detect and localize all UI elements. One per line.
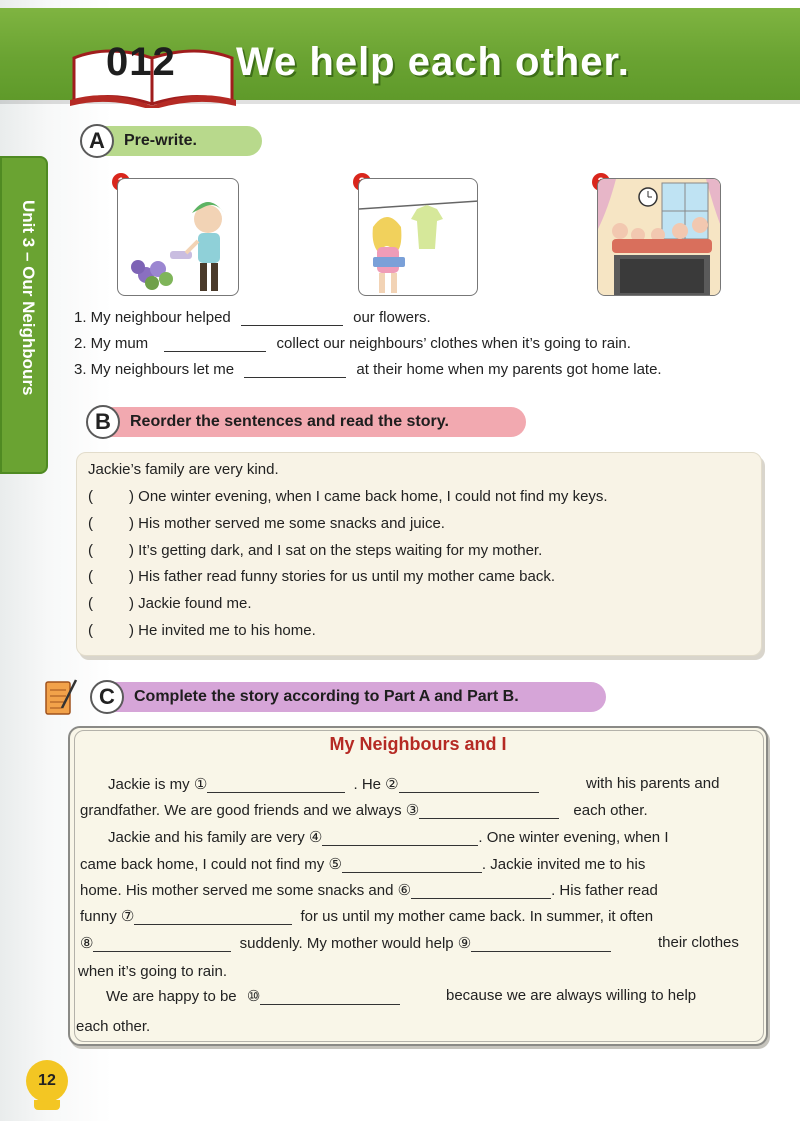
reorder-item-text: Jackie found me. <box>138 595 252 612</box>
story-text: . His father read <box>551 882 658 899</box>
blank-marker-3: ③ <box>405 801 420 819</box>
story-text: . One winter evening, when I <box>478 829 669 846</box>
reorder-item-text: His mother served me some snacks and juice. <box>138 515 445 532</box>
story-line-2 <box>80 801 648 819</box>
blank-marker-6: ⑥ <box>397 881 412 899</box>
section-b-letter: B <box>86 405 120 439</box>
story-text: Jackie is my <box>108 776 190 793</box>
reorder-item-text: It’s getting dark, and I sat on the steps waiting for my mother. <box>138 542 543 559</box>
blank-marker-4: ④ <box>308 828 323 846</box>
woman-collecting-clothes-illustration <box>359 179 478 296</box>
reorder-item <box>88 622 316 639</box>
pre-write-sentence-1 <box>74 309 431 326</box>
story-text: home. His mother served me some snacks and <box>80 882 394 899</box>
blank-marker-2: ② <box>385 775 399 793</box>
sentence-1-end: our flowers. <box>353 309 431 326</box>
story-blank-8[interactable] <box>93 936 231 952</box>
sentence-1-start: 1. My neighbour helped <box>74 309 231 326</box>
page-title: We help each other. <box>236 40 630 84</box>
picture-woman-collecting-clothes <box>358 178 478 296</box>
sentence-3-start: 3. My neighbours let me <box>74 361 235 378</box>
story-line-9 <box>106 987 400 1005</box>
section-b-header <box>90 407 526 437</box>
reorder-item-text: He invited me to his home. <box>138 622 316 639</box>
order-close-paren: ) <box>129 595 134 612</box>
story-text: . Jackie invited me to his <box>481 856 646 873</box>
order-open-paren: ( <box>88 568 93 585</box>
reorder-item <box>88 488 608 505</box>
reorder-item-text: His father read funny stories for us until my mother came back. <box>138 568 556 585</box>
story-line-1 <box>108 775 539 793</box>
picture-boy-watering-flowers <box>117 178 239 296</box>
sentence-2-end: collect our neighbours’ clothes when it’s going to rain. <box>276 335 631 352</box>
unit-side-tab-label: Unit 3 – Our Neighbours <box>19 200 38 396</box>
order-close-paren: ) <box>129 568 134 585</box>
sentence-3-end: at their home when my parents got home late. <box>356 361 662 378</box>
family-watching-tv-illustration <box>598 179 721 296</box>
order-open-paren: ( <box>88 542 93 559</box>
blank-marker-5: ⑤ <box>328 855 342 873</box>
boy-watering-flowers-illustration <box>118 179 239 296</box>
order-close-paren: ) <box>129 515 134 532</box>
blank-marker-7: ⑦ <box>120 907 135 925</box>
page-number: 12 <box>26 1060 68 1102</box>
story-title: My Neighbours and I <box>329 734 507 754</box>
story-blank-1[interactable] <box>207 777 345 793</box>
sentence-2-start: 2. My mum <box>74 335 149 352</box>
section-c-header <box>94 682 606 712</box>
section-a-title: Pre-write. <box>124 132 197 149</box>
story-text: their clothes <box>658 934 739 951</box>
story-text: . He <box>353 776 381 793</box>
story-text: with his parents and <box>586 775 720 792</box>
order-close-paren: ) <box>129 622 134 639</box>
story-text: We are happy to be <box>106 988 237 1005</box>
reorder-item <box>88 515 445 532</box>
order-open-paren: ( <box>88 622 93 639</box>
story-line-4 <box>80 855 645 873</box>
story-blank-2[interactable] <box>399 777 539 793</box>
story-intro: Jackie’s family are very kind. <box>88 461 279 478</box>
picture-family-watching-tv <box>597 178 721 296</box>
order-close-paren: ) <box>129 542 134 559</box>
reorder-item <box>88 568 555 585</box>
story-blank-3[interactable] <box>419 803 559 819</box>
blank-marker-8: ⑧ <box>80 934 94 952</box>
story-text: each other. <box>573 802 648 819</box>
story-line-7 <box>80 934 611 952</box>
reorder-item <box>88 595 252 612</box>
sentence-1-blank[interactable] <box>241 310 343 326</box>
story-line-6 <box>80 907 653 925</box>
blank-marker-1: ① <box>193 775 208 793</box>
pre-write-sentence-3 <box>74 361 662 378</box>
lesson-number: 012 <box>106 40 176 84</box>
sentence-3-blank[interactable] <box>244 362 346 378</box>
order-open-paren: ( <box>88 515 93 532</box>
section-a-letter: A <box>80 124 114 158</box>
blank-marker-10: ⑩ <box>246 987 261 1005</box>
story-blank-10[interactable] <box>260 989 400 1005</box>
story-line-5 <box>80 881 658 899</box>
writing-notepad-icon <box>44 678 78 716</box>
story-blank-9[interactable] <box>471 936 611 952</box>
section-a-header <box>84 126 262 156</box>
story-line-8: when it’s going to rain. <box>78 963 227 980</box>
story-text: grandfather. We are good friends and we always <box>80 802 402 819</box>
order-open-paren: ( <box>88 488 93 505</box>
story-text: came back home, I could not find my <box>80 856 325 873</box>
story-blank-6[interactable] <box>411 883 551 899</box>
story-text: for us until my mother came back. In summer, it often <box>300 908 654 925</box>
order-close-paren: ) <box>129 488 134 505</box>
blank-marker-9: ⑨ <box>457 934 472 952</box>
story-blank-4[interactable] <box>322 830 478 846</box>
story-line-10: each other. <box>76 1018 151 1035</box>
reorder-item-text: One winter evening, when I came back home, I could not find my keys. <box>138 488 608 505</box>
order-open-paren: ( <box>88 595 93 612</box>
story-text: Jackie and his family are very <box>108 829 305 846</box>
story-line-3 <box>108 828 668 846</box>
section-c-letter: C <box>90 680 124 714</box>
pre-write-sentence-2 <box>74 335 631 352</box>
story-blank-7[interactable] <box>134 909 292 925</box>
story-text: because we are always willing to help <box>446 987 697 1004</box>
reorder-item <box>88 542 542 559</box>
story-text: suddenly. My mother would help <box>239 935 454 952</box>
story-text: funny <box>80 908 117 925</box>
section-b-title: Reorder the sentences and read the story. <box>130 413 449 430</box>
sentence-2-blank[interactable] <box>164 336 266 352</box>
section-c-title: Complete the story according to Part A and Part B. <box>134 688 519 705</box>
story-blank-5[interactable] <box>342 857 482 873</box>
